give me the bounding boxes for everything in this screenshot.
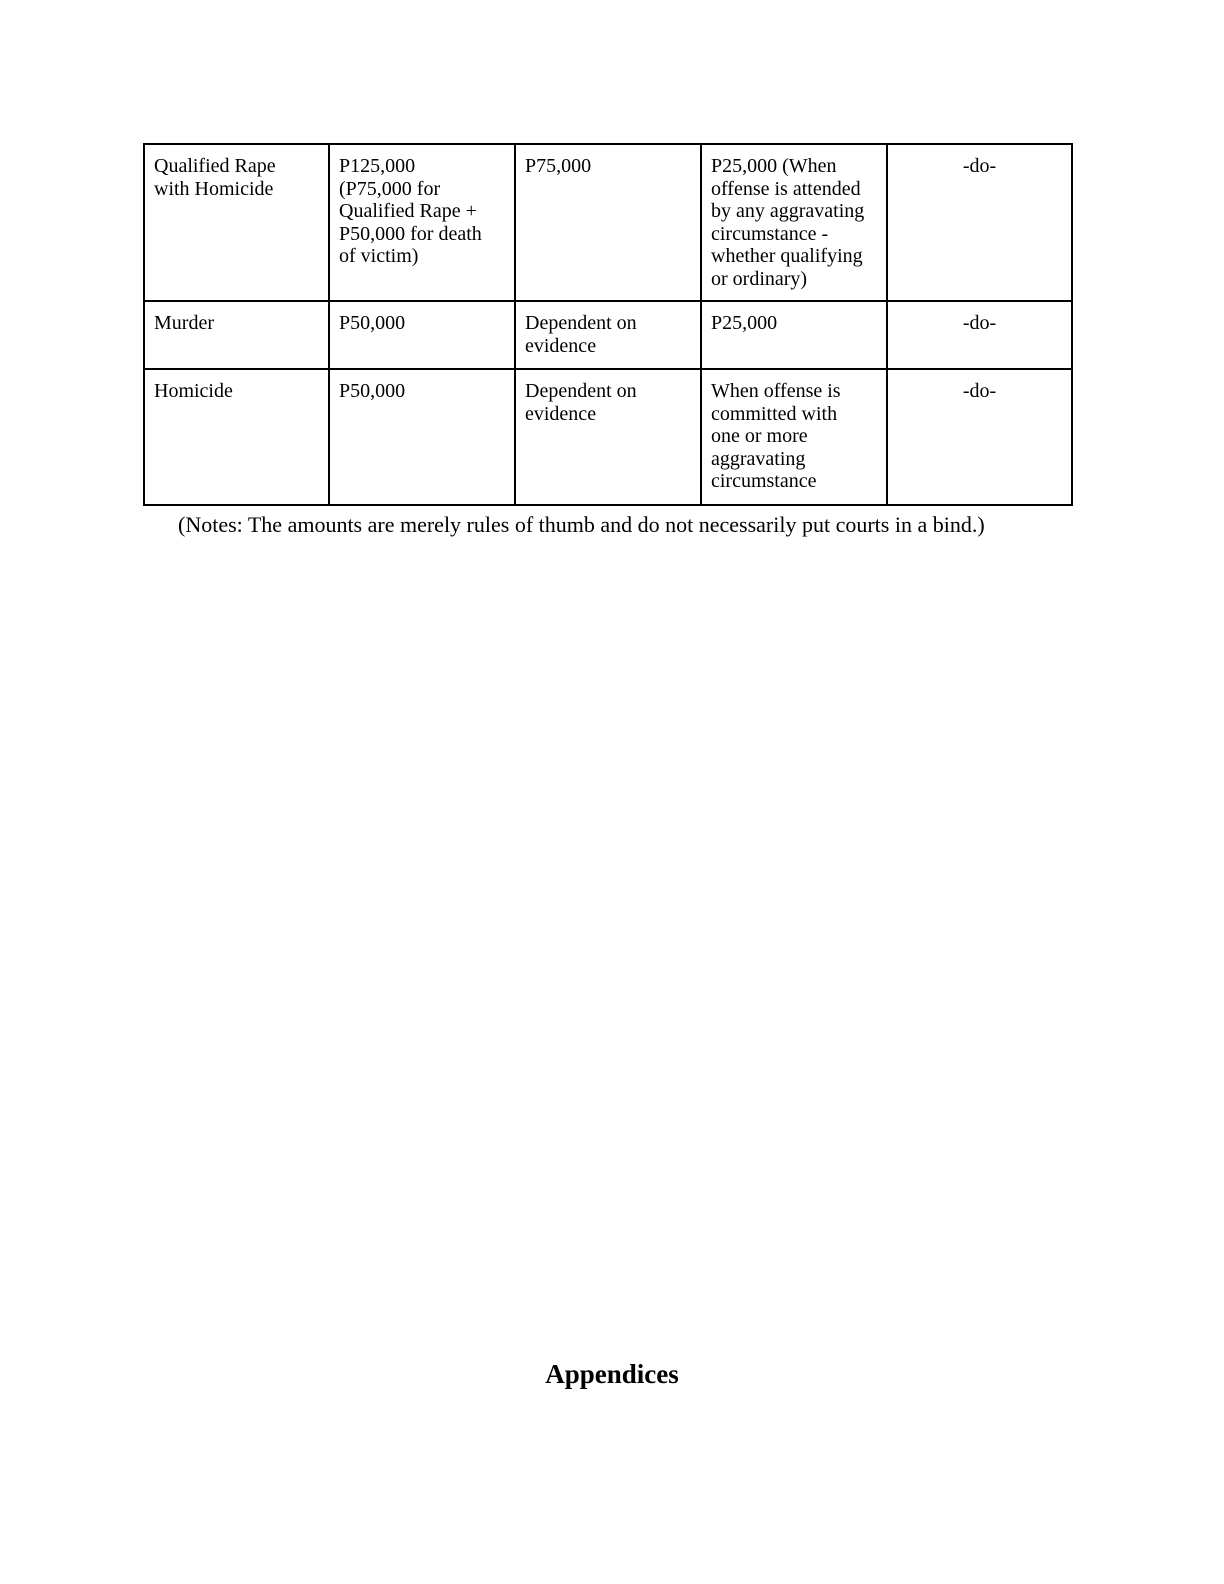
table-cell-civil-indemnity: P125,000 (P75,000 for Qualified Rape + P50,000 for death of victim) [329,144,515,301]
table-cell-moral-damages: Dependent on evidence [515,301,701,369]
table-row-qualified-rape-with-homicide [144,144,1072,301]
table-cell-exemplary-damages: P25,000 (When offense is attended by any aggravating circumstance - whether qualifying or ordinary) [701,144,887,301]
table-row-homicide [144,369,1072,505]
table-cell-exemplary-damages: When offense is committed with one or more aggravating circumstance [701,369,887,505]
table-cell-exemplary-damages: P25,000 [701,301,887,369]
table-note: (Notes: The amounts are merely rules of thumb and do not necessarily put courts in a bind.) [178,512,985,537]
table-cell-other: -do- [887,144,1072,301]
table-cell-other: -do- [887,301,1072,369]
table-cell-civil-indemnity: P50,000 [329,369,515,505]
table-cell-civil-indemnity: P50,000 [329,301,515,369]
section-heading: Appendices [545,1359,679,1389]
table-cell-moral-damages: P75,000 [515,144,701,301]
table-cell-moral-damages: Dependent on evidence [515,369,701,505]
table-row-murder [144,301,1072,369]
table-cell-crime: Murder [144,301,329,369]
table-cell-crime: Homicide [144,369,329,505]
damages-table [143,143,1073,506]
table-cell-other: -do- [887,369,1072,505]
table-cell-crime: Qualified Rape with Homicide [144,144,329,301]
